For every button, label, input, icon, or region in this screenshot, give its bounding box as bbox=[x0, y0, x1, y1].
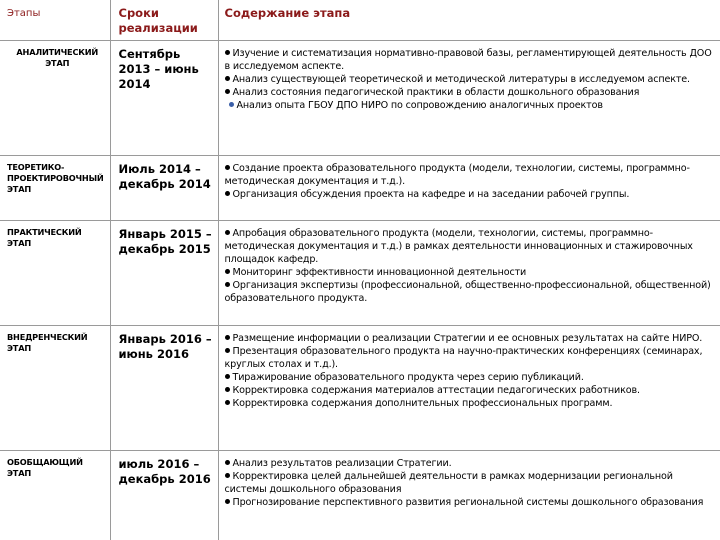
stage-period: Сентябрь 2013 – июнь 2014 bbox=[118, 46, 199, 91]
content-cell bbox=[218, 325, 720, 450]
stage-cell bbox=[0, 220, 110, 325]
bullet-icon bbox=[225, 191, 230, 196]
stage-period: Январь 2016 – июнь 2016 bbox=[118, 331, 212, 361]
bullet-icon bbox=[225, 335, 230, 340]
period-cell bbox=[110, 155, 218, 220]
list-item: Анализ существующей теоретической и методической литературы в исследуемом аспекте. bbox=[225, 73, 717, 86]
stage-period: Январь 2015 – декабрь 2015 bbox=[118, 226, 212, 256]
bullet-icon bbox=[225, 89, 230, 94]
table-row bbox=[0, 325, 720, 450]
header-period: Сроки реализации bbox=[110, 0, 218, 40]
content-cell bbox=[218, 40, 720, 155]
list-item: Изучение и систематизация нормативно-правовой базы, регламентирующей деятельность ДОО в исследуемом аспекте. bbox=[224, 47, 712, 72]
list-item: Корректировка содержания материалов аттестации педагогических работников. bbox=[225, 384, 717, 397]
list-item: Анализ опыта ГБОУ ДПО НИРО по сопровождению аналогичных проектов bbox=[225, 99, 717, 112]
stage-period: Июль 2014 – декабрь 2014 bbox=[118, 161, 211, 191]
bullet-icon bbox=[225, 400, 230, 405]
content-cell bbox=[218, 450, 720, 540]
stage-period: июль 2016 – декабрь 2016 bbox=[118, 456, 211, 486]
table-header-row bbox=[0, 0, 720, 40]
bullet-icon bbox=[229, 102, 234, 107]
stage-cell bbox=[0, 450, 110, 540]
bullet-icon bbox=[225, 473, 230, 478]
table-row bbox=[0, 450, 720, 540]
bullet-icon bbox=[225, 282, 230, 287]
list-item: Организация экспертизы (профессиональной, общественно-профессиональной, общественной) образовательного продукта. bbox=[224, 279, 711, 304]
table-row bbox=[0, 40, 720, 155]
bullet-icon bbox=[225, 387, 230, 392]
stage-name: ТЕОРЕТИКО-ПРОЕКТИРОВОЧНЫЙ ЭТАП bbox=[7, 161, 104, 194]
stage-cell bbox=[0, 155, 110, 220]
stage-cell bbox=[0, 40, 110, 155]
stage-name: ВНЕДРЕНЧЕСКИЙ ЭТАП bbox=[7, 331, 88, 353]
list-item: Презентация образовательного продукта на научно-практических конференциях (семинарах, круглых столах и т.д.). bbox=[224, 345, 703, 370]
table-row bbox=[0, 220, 720, 325]
stage-cell bbox=[0, 325, 110, 450]
list-item: Анализ результатов реализации Стратегии. bbox=[225, 457, 717, 470]
list-item: Создание проекта образовательного продукта (модели, технологии, системы, программно-методическая документация и т.д.). bbox=[224, 162, 690, 187]
bullet-icon bbox=[225, 269, 230, 274]
list-item: Прогнозирование перспективного развития региональной системы дошкольного образования bbox=[225, 496, 717, 509]
list-item: Мониторинг эффективности инновационной деятельности bbox=[225, 266, 717, 279]
list-item: Размещение информации о реализации Стратегии и ее основных результатах на сайте НИРО. bbox=[225, 332, 717, 345]
period-cell bbox=[110, 325, 218, 450]
stage-name: АНАЛИТИЧЕСКИЙ ЭТАП bbox=[16, 46, 99, 68]
bullet-icon bbox=[225, 499, 230, 504]
bullet-icon bbox=[225, 348, 230, 353]
list-item: Анализ состояния педагогической практики в области дошкольного образования bbox=[225, 86, 717, 99]
list-item: Организация обсуждения проекта на кафедре и на заседании рабочей группы. bbox=[225, 188, 717, 201]
bullet-icon bbox=[225, 460, 230, 465]
period-cell bbox=[110, 450, 218, 540]
stage-name: ПРАКТИЧЕСКИЙ ЭТАП bbox=[7, 226, 82, 248]
period-cell bbox=[110, 40, 218, 155]
content-cell bbox=[218, 155, 720, 220]
stage-name: ОБОБЩАЮЩИЙ ЭТАП bbox=[7, 456, 83, 478]
bullet-icon bbox=[225, 230, 230, 235]
bullet-icon bbox=[225, 76, 230, 81]
table-row bbox=[0, 155, 720, 220]
header-stage: Этапы bbox=[0, 0, 110, 40]
list-item: Апробация образовательного продукта (модели, технологии, системы, программно-методическая документация и т.д.) в рамках деятельности инновационных и стажировочных площадок кафедр. bbox=[224, 227, 693, 265]
bullet-icon bbox=[225, 374, 230, 379]
header-content: Содержание этапа bbox=[218, 0, 720, 40]
list-item: Корректировка целей дальнейшей деятельности в рамках модернизации региональной системы дошкольного образования bbox=[224, 470, 673, 495]
list-item: Корректировка содержания дополнительных профессиональных программ. bbox=[225, 397, 717, 410]
bullet-icon bbox=[225, 165, 230, 170]
list-item: Тиражирование образовательного продукта через серию публикаций. bbox=[225, 371, 717, 384]
content-cell bbox=[218, 220, 720, 325]
bullet-icon bbox=[225, 50, 230, 55]
period-cell bbox=[110, 220, 218, 325]
